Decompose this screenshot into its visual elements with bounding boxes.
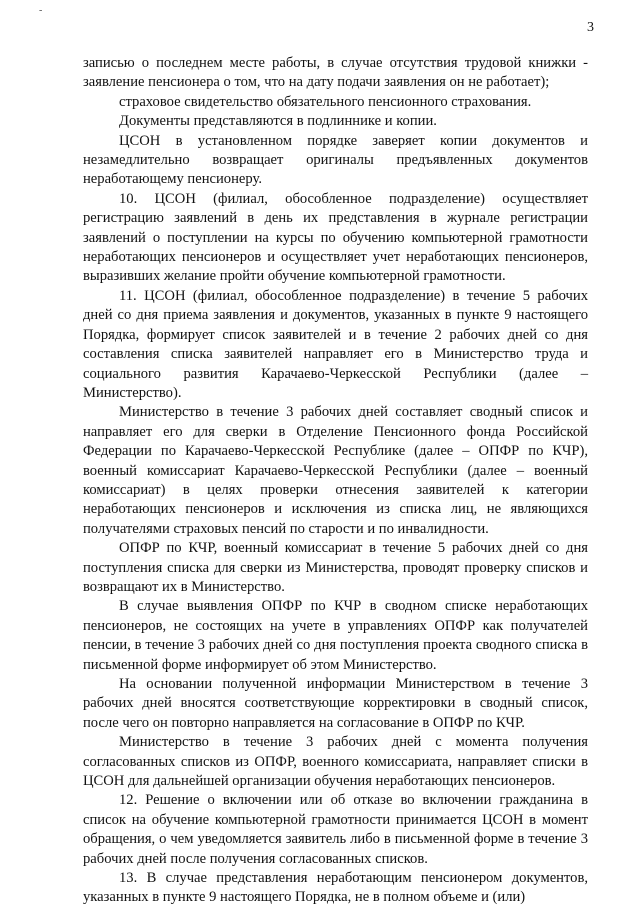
paragraph-continuation: записью о последнем месте работы, в случае отсутствия трудовой книжки - заявление пенсионера о том, что на дату подачи заявления он не работает); <box>83 55 588 91</box>
paragraph-item-12: 12. Решение о включении или об отказе во включении гражданина в список на обучение компьютерной грамотности принимается ЦСОН в момент обращения, о чем уведомляется заявитель либо в письменной форме в течение 3 рабочих дней после получения согласованных списков. <box>83 792 588 867</box>
paragraph-item-10: 10. ЦСОН (филиал, обособленное подразделение) осуществляет регистрацию заявлений в день их представления в журнале регистрации заявлений о поступлении на курсы по обучению компьютерной грамотности неработающих пенсионеров и осуществляет учет неработающих пенсионеров, выразивших желание пройти обучение компьютерной грамотности. <box>83 190 588 285</box>
paragraph-opfr-verification: ОПФР по КЧР, военный комиссариат в течение 5 рабочих дней со дня поступления списка для сверки из Министерства, проводят проверку списков и возвращают их в Министерство. <box>83 540 588 595</box>
paragraph-item-11: 11. ЦСОН (филиал, обособленное подразделение) в течение 5 рабочих дней со дня приема заявления и документов, указанных в пункте 9 настоящего Порядка, формирует список заявителей и в течение 2 рабочих дней со дня составления списка заявителей направляет его в Министерство труда и социального развития Карачаево-Черкесской Республики (далее – Министерство). <box>83 287 588 401</box>
paragraph-copy-certification: ЦСОН в установленном порядке заверяет копии документов и незамедлительно возвращает оригиналы предъявленных документов неработающему пенсионеру. <box>83 132 588 188</box>
page-number: 3 <box>587 20 594 35</box>
margin-mark: - <box>39 5 43 16</box>
paragraph-ministry-summary-list: Министерство в течение 3 рабочих дней составляет сводный список и направляет его для сверки в Отделение Пенсионного фонда Российской Федерации по Карачаево-Черкесской Республике (далее – ОПФР по КЧР), военный комиссариат Карачаево-Черкесской Республики (далее – военный комиссариат) в целях проверки отнесения заявителей к категории неработающих пенсионеров и исключения из списка лиц, не являющихся получателями страховых пенсий по старости и по инвалидности. <box>83 404 588 537</box>
paragraph-corrections: На основании полученной информации Министерством в течение 3 рабочих дней вносятся соответствующие корректировки в сводный список, после чего он повторно направляется на согласование в ОПФР по КЧР. <box>83 676 588 731</box>
paragraph-originals-and-copies: Документы представляются в подлиннике и копии. <box>119 113 437 130</box>
paragraph-discrepancy-notice: В случае выявления ОПФР по КЧР в сводном списке неработающих пенсионеров, не состоящих на учете в управлениях ОПФР как получателей пенсии, в течение 3 рабочих дней со дня поступления проекта сводного списка в письменной форме информирует об этом Министерство. <box>83 598 588 673</box>
paragraph-item-13: 13. В случае представления неработающим пенсионером документов, указанных в пункте 9 настоящего Порядка, не в полном объеме и (или) <box>83 870 588 906</box>
paragraph-insurance-certificate: страховое свидетельство обязательного пенсионного страхования. <box>119 93 532 110</box>
document-body <box>83 54 588 908</box>
paragraph-lists-to-cson: Министерство в течение 3 рабочих дней с момента получения согласованных списков из ОПФР, военного комиссариата, направляет списки в ЦСОН для дальнейшей организации обучения неработающих пенсионеров. <box>83 734 588 790</box>
